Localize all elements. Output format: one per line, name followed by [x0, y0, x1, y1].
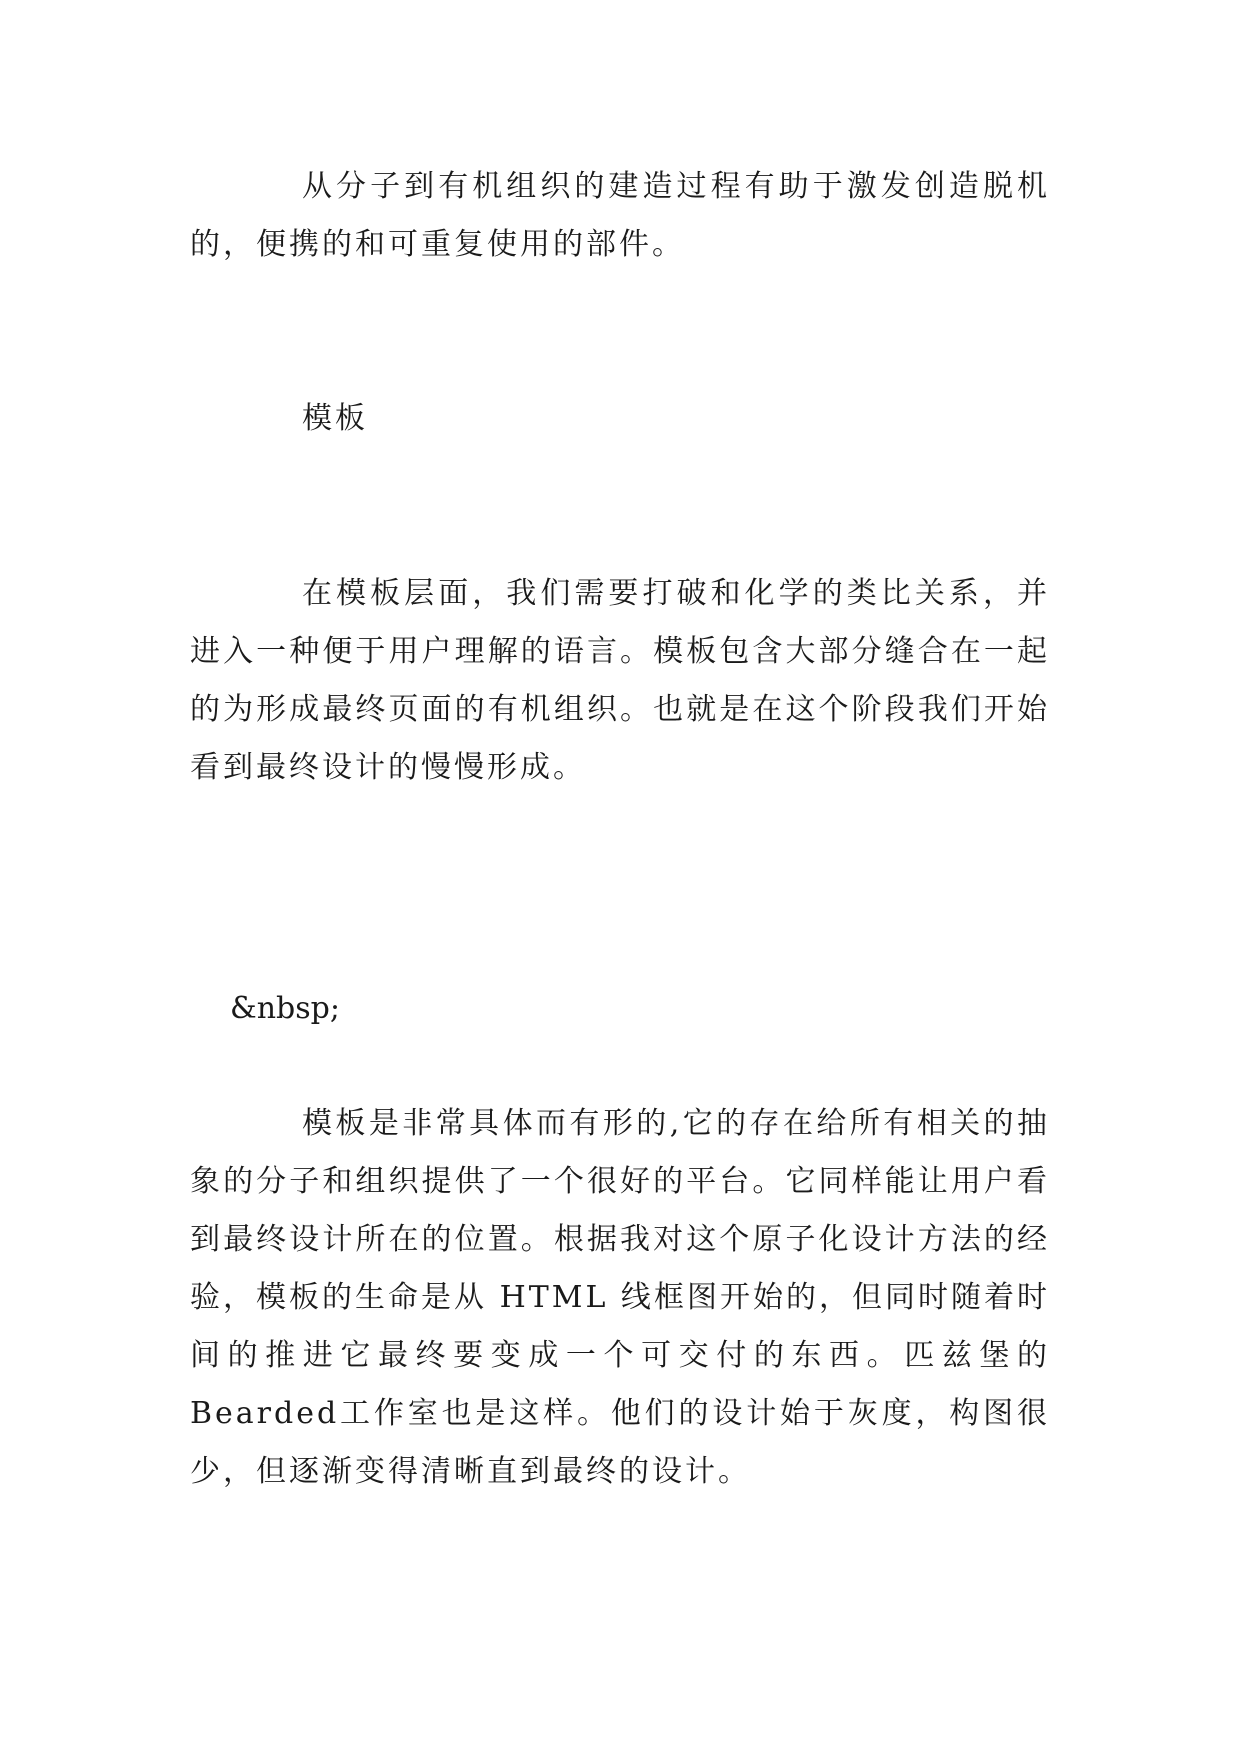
paragraph-templates-level: 在模板层面，我们需要打破和化学的类比关系，并进入一种便于用户理解的语言。模板包含大部分缝合在一起的为形成最终页面的有机组织。也就是在这个阶段我们开始看到最终设计的慢慢形成。 — [190, 576, 1050, 785]
section-heading-templates: 模板 — [302, 401, 368, 436]
paragraph-organisms-intro: 从分子到有机组织的建造过程有助于激发创造脱机的，便携的和可重复使用的部件。 — [190, 169, 1050, 262]
paragraph-nbsp-artifact: &nbsp; — [230, 991, 340, 1026]
paragraph-templates-concrete: 模板是非常具体而有形的,它的存在给所有相关的抽象的分子和组织提供了一个很好的平台。它同样能让用户看到最终设计所在的位置。根据我对这个原子化设计方法的经验，模板的生命是从 HTML 线框图开始的，但同时随着时间的推进它最终要变成一个可交付的东西。匹兹堡的Bearded工作室也是这样。他们的设计始于灰度，构图很少，但逐渐变得清晰直到最终的设计。 — [190, 1106, 1050, 1489]
